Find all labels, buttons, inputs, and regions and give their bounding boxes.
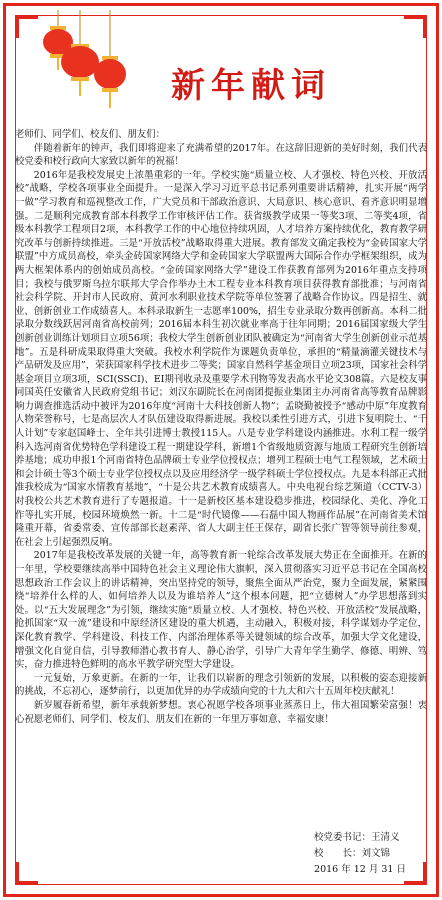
frame-corner-ornament bbox=[404, 16, 426, 38]
signature-date: 2016 年 12 月 31 日 bbox=[314, 864, 406, 875]
page-title: 新年献词 bbox=[171, 66, 331, 106]
party-secretary-signature: 校党委书记：王清义 bbox=[314, 832, 400, 843]
paragraph: 伴随着新年的钟声，我们即将迎来了充满希望的2017年。在这辞旧迎新的美好时刻，我们代表校党委和校行政向大家致以新年的祝福！ bbox=[15, 142, 427, 168]
paragraph: 一元复始，万象更新。在新的一年，让我们以崭新的理念引领新的发展，以积极的姿态迎接新的挑战，不忘初心，逐梦前行，以更加优异的办学成绩向党的十九大和六十五周年校庆献礼！ bbox=[15, 672, 427, 698]
frame-corner-ornament bbox=[16, 16, 38, 38]
frame-corner-ornament bbox=[16, 862, 38, 884]
address-body bbox=[15, 128, 427, 726]
frame-corner-ornament bbox=[404, 862, 426, 884]
closing-wishes: 新岁履春新希望，新年承载新梦想。衷心祝愿学校各项事业蒸蒸日上，伟大祖国繁荣富强！衷心祝愿老师们、同学们、校友们、朋友们在新的一年里万事如意、幸福安康！ bbox=[15, 699, 427, 725]
paragraph: 2017年是我校改革发展的关键一年，高等教育新一轮综合改革发展大势正在全面推开。在新的一年里，学校要继续高举中国特色社会主义理论伟大旗帜，深入贯彻落实习近平总书记在全国高校思想政治工作会议上的讲话精神，突出坚持党的领导，聚焦全面从严治党，聚力全面发展，紧紧围绕“培养什么样的人、如何培养人以及为谁培养人”这个根本问题，把“立德树人”办学思想落到实处。以“五大发展理念”为引领，继续实施“质量立校、人才强校、特色兴校、开放活校”发展战略，抢抓国家“双一流”建设和中原经济区建设的重大机遇，主动融入，积极对接，科学谋划办学定位，深化教育教学、学科建设、科技工作、内部治理体系等关键领域的综合改革，加强大学文化建设，增强文化自觉自信，引导教师潜心教书育人、静心治学，引导广大青年学生勤学、修德、明辨、笃实，奋力推进特色鲜明的高水平教学研究型大学建设。 bbox=[15, 550, 427, 671]
president-signature: 校 长：刘文锦 bbox=[314, 848, 391, 859]
signature-block bbox=[314, 830, 406, 878]
paragraph: 2016年是我校发展史上浓墨重彩的一年。学校实施“质量立校、人才强校、特色兴校、开放活校”战略，学校各项事业全面提升。一是深入学习习近平总书记系列重要讲话精神，扎实开展“两学一做”学习教育和巡视整改工作，广大党员和干部政治意识、大局意识、核心意识、看齐意识明显增强。二是顺利完成教育部本科教学工作审核评估工作。获省级教学成果一等奖3项、二等奖4项，省级本科教学工程项目2项，本科教学工作的中心地位持续巩固，人才培养方案持续优化，教育教学研究改革与创新持续推进。三是“开放活校”战略取得重大进展。教育部发文确定我校为“金砖国家大学联盟”中方成员高校，牵头金砖国家网络大学和金砖国家大学联盟两大国际合作办学框架组织，成为两大框架体系内的创始成员高校。“金砖国家网络大学”建设工作获教育部列为2016年重点支持项目；我校与俄罗斯乌拉尔联邦大学合作举办土木工程专业本科教育项目获得教育部批准；与河南省社会科学院、开封市人民政府、黄河水利职业技术学院等单位签署了战略合作协议。四是招生、就业、创新创业工作成绩喜人。本科录取新生一志愿率100%，招生专业录取分数再创新高。本科二批录取分数线跃居河南省高校前列；2016届本科生初次就业率高于往年同期；2016届国家级大学生创新创业训练计划项目立项56项；我校大学生创新创业团队被确定为“河南省大学生创新创业示范基地”。五是科研成果取得重大突破。我校水利学院作为课题负责单位，承担的“精量滴灌关键技术与产品研发及应用”，荣获国家科学技术进步二等奖；国家自然科学基金项目立项23项，国家社会科学基金项目立项3项，SCI(SSCI)、EI期刊收录及重要学术刊物等发表高水平论文308篇。六是校友事同国英任安徽省人民政府党组书记；刘汉东副院长在河南团提振业集团主办河南省高等教育品牌影响力调查推选活动中被评为2016年度“河南十大科技创新人物”；孟晓勤被授予“感动中原”年度教育人物荣誉称号，七是高层次人才队伍建设取得新进展。我校以柔性引进方式，引进卞复明院士、“千人计划”专家赵国峰士、全年共引进博士教授115人。八是专业学科建设内涵推进。水利工程一级学科入选河南省优势特色学科建设工程一期建设学科，新增1个省级地质资源与地质工程研究生创新培养基地；成功申报1个河南省特色品牌硕士专业学位授权点；增列工程硕士电气工程领域，艺术硕士和会计硕士等3个硕士专业学位授权点以及应用经济学一级学科硕士学位授权点。九是本科部正式批准我校成为“国家水情教育基地”，“十是公共艺术教育成绩喜人。中央电视台综艺频道（CCTV-3）对我校公共艺术教育进行了专题报道。十一是新校区基本建设稳步推进，校园绿化、美化、净化工作等扎实开展，校园环境焕然一新。十二是“时代镜像——石磊中国人物画作品展”在河南省美术馆隆重开幕，省委常委、宣传部部长赵素萍、省人大副主任王保存，副省长张广智等领导前往参观，在社会上引起强烈反响。 bbox=[15, 169, 427, 548]
salutation: 老师们、同学们、校友们、朋友们： bbox=[15, 129, 166, 140]
